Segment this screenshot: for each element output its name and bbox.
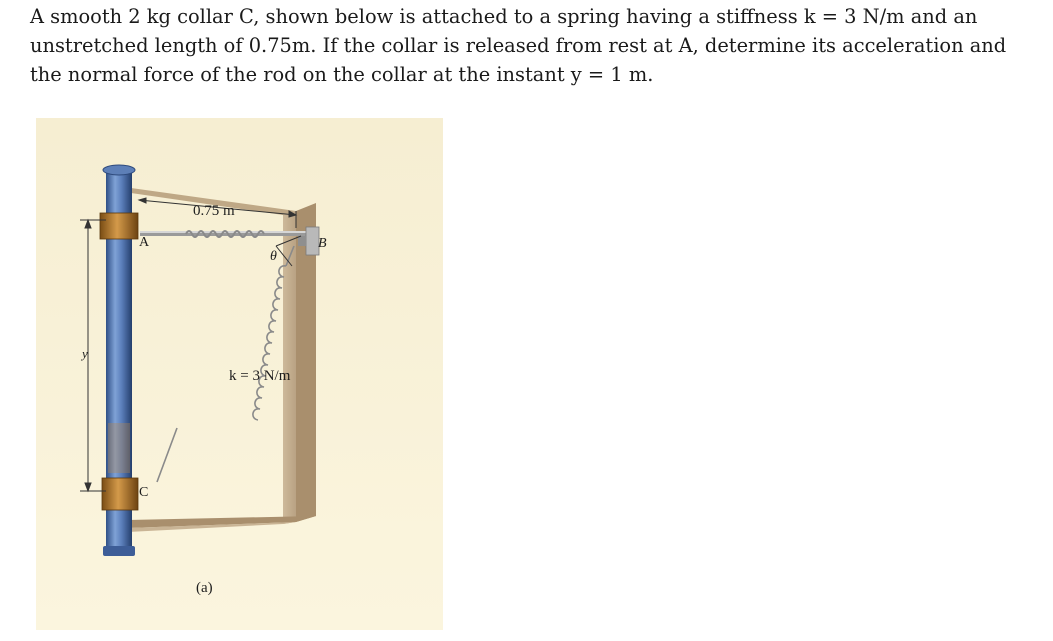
- label-y: y: [82, 346, 88, 361]
- label-A: A: [139, 235, 150, 250]
- collar-A: [100, 213, 138, 239]
- label-stiffness: k = 3 N/m: [229, 368, 291, 384]
- label-length: 0.75 m: [193, 203, 235, 219]
- problem-line-2: unstretched length of 0.75m. If the collar is released from rest at A, determine its acceleration and: [30, 34, 1007, 57]
- collar-C: [102, 478, 138, 510]
- label-theta: θ: [270, 249, 277, 264]
- label-B: B: [318, 236, 327, 251]
- collar-spring-figure: [36, 118, 443, 630]
- problem-line-1: A smooth 2 kg collar C, shown below is attached to a spring having a stiffness k = 3 N/m and an: [30, 5, 978, 28]
- problem-statement: [30, 2, 1040, 89]
- label-C: C: [139, 485, 149, 500]
- problem-line-3: the normal force of the rod on the collar at the instant y = 1 m.: [30, 63, 654, 86]
- figure-caption: (a): [196, 580, 213, 596]
